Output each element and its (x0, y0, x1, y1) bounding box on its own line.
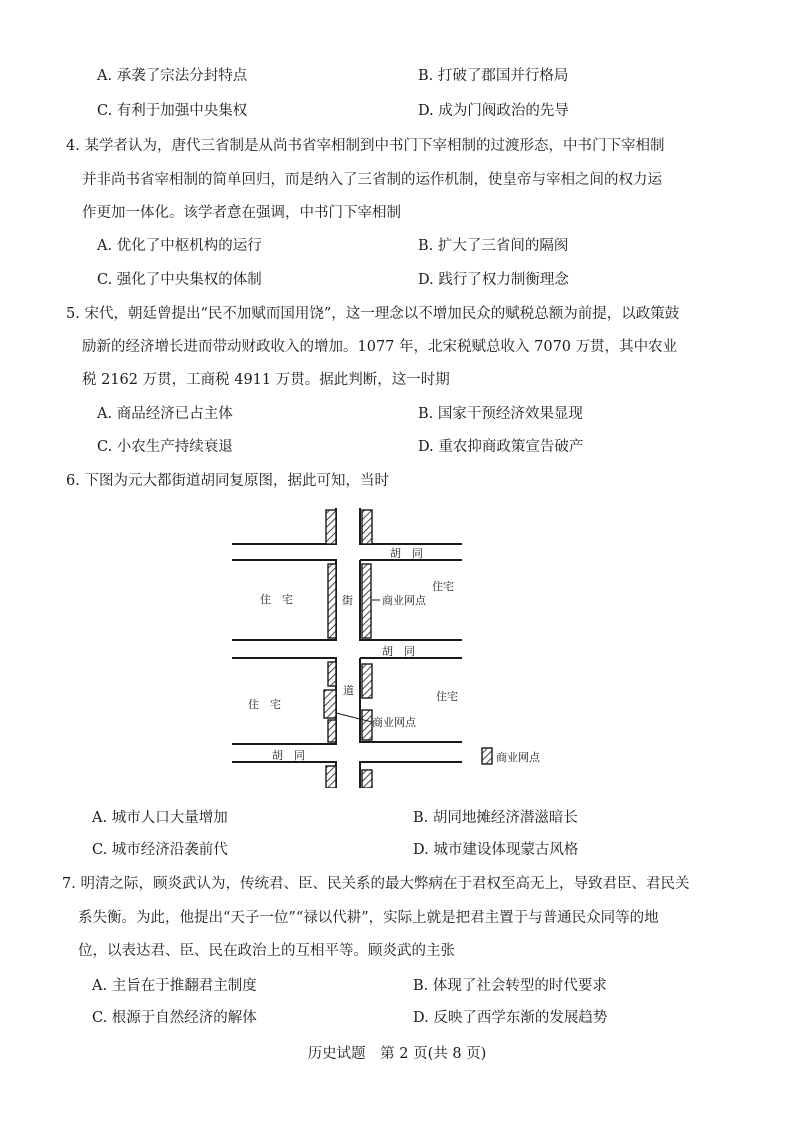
map-legend (482, 748, 541, 764)
q5-stem-line1: 5. 宋代，朝廷曾提出“民不加赋而国用饶”，这一理念以不增加民众的赋税总额为前提，以政策鼓 (66, 306, 680, 322)
q5-stem-line2: 励新的经济增长进而带动财政收入的增加。1077 年，北宋税赋总收入 7070 万贯，其中农业 (82, 339, 678, 355)
shop-block (362, 664, 372, 698)
q7-option-d: D. 反映了西学东渐的发展趋势 (413, 1010, 608, 1026)
q5-stem-line3: 税 2162 万贯，工商税 4911 万贯。据此判断，这一时期 (82, 372, 450, 388)
yuan-dadu-street-map (232, 508, 572, 788)
q3-option-d: D. 成为门阀政治的先导 (418, 103, 569, 119)
q7-stem-line2: 系失衡。为此，他提出“天子一位”“禄以代耕”，实际上就是把君主置于与普通民众同等的地 (78, 910, 659, 926)
q5-option-d: D. 重农抑商政策宣告破产 (418, 439, 584, 455)
commercial-outlets (324, 510, 372, 788)
q6-option-c: C. 城市经济沿袭前代 (92, 842, 228, 858)
hutong-label-top: 胡 同 (390, 547, 423, 560)
hutong-label-bottom: 胡 同 (272, 749, 305, 762)
q4-option-b: B. 扩大了三省间的隔阂 (418, 238, 569, 254)
legend-swatch (482, 748, 492, 764)
shop-block (326, 510, 336, 544)
shop-label-middle: 商业网点 (372, 716, 416, 729)
shop-block (362, 710, 372, 740)
q4-stem-line2: 并非尚书省宰相制的简单回归，而是纳入了三省制的运作机制，使皇帝与宰相之间的权力运 (82, 172, 662, 188)
shop-block (328, 662, 336, 686)
q3-option-a: A. 承袭了宗法分封特点 (97, 68, 248, 84)
q7-option-b: B. 体现了社会转型的时代要求 (413, 978, 607, 994)
shop-block (362, 564, 371, 638)
q6-option-a: A. 城市人口大量增加 (92, 810, 228, 826)
shop-block (328, 564, 336, 638)
q5-option-b: B. 国家干预经济效果显现 (418, 406, 583, 422)
q3-option-b: B. 打破了郡国并行格局 (418, 68, 569, 84)
shop-block (328, 720, 336, 742)
street-label-dao: 道 (343, 684, 354, 697)
q4-stem-line1: 4. 某学者认为，唐代三省制是从尚书省宰相制到中书门下宰相制的过渡形态，中书门下宰相制 (66, 138, 665, 154)
residence-label-top-left: 住 宅 (260, 593, 293, 606)
page-footer: 历史试题 第 2 页(共 8 页) (307, 1046, 487, 1062)
shop-block (362, 770, 372, 788)
q5-option-c: C. 小农生产持续衰退 (97, 439, 233, 455)
shop-block (324, 690, 336, 718)
residence-label-middle-right: 住宅 (436, 690, 458, 703)
hutong-label-middle: 胡 同 (382, 645, 415, 658)
map-block-outlines (232, 508, 462, 788)
shop-block (362, 510, 372, 544)
q4-option-d: D. 践行了权力制衡理念 (418, 272, 569, 288)
q7-stem-line1: 7. 明清之际，顾炎武认为，传统君、臣、民关系的最大弊病在于君权至高无上，导致君臣、君民关 (62, 876, 690, 892)
q4-option-a: A. 优化了中枢机构的运行 (97, 238, 262, 254)
q6-stem-line1: 6. 下图为元大都街道胡同复原图，据此可知，当时 (66, 473, 389, 489)
q4-stem-line3: 作更加一体化。该学者意在强调，中书门下宰相制 (82, 205, 401, 221)
q3-option-c: C. 有利于加强中央集权 (97, 103, 248, 119)
residence-label-top-right: 住宅 (432, 580, 454, 593)
q7-stem-line3: 位，以表达君、臣、民在政治上的互相平等。顾炎武的主张 (78, 943, 455, 959)
street-label-jie: 街 (342, 594, 353, 607)
shop-block (326, 766, 336, 788)
residence-label-middle-left: 住 宅 (248, 698, 281, 711)
q5-option-a: A. 商品经济已占主体 (97, 406, 233, 422)
q4-option-c: C. 强化了中央集权的体制 (97, 272, 262, 288)
q6-option-d: D. 城市建设体现蒙古风格 (413, 842, 579, 858)
legend-label: 商业网点 (496, 751, 540, 764)
q7-option-a: A. 主旨在于推翻君主制度 (92, 978, 257, 994)
shop-label-top: 商业网点 (382, 594, 426, 607)
q7-option-c: C. 根源于自然经济的解体 (92, 1010, 257, 1026)
q6-option-b: B. 胡同地摊经济潜滋暗长 (413, 810, 578, 826)
